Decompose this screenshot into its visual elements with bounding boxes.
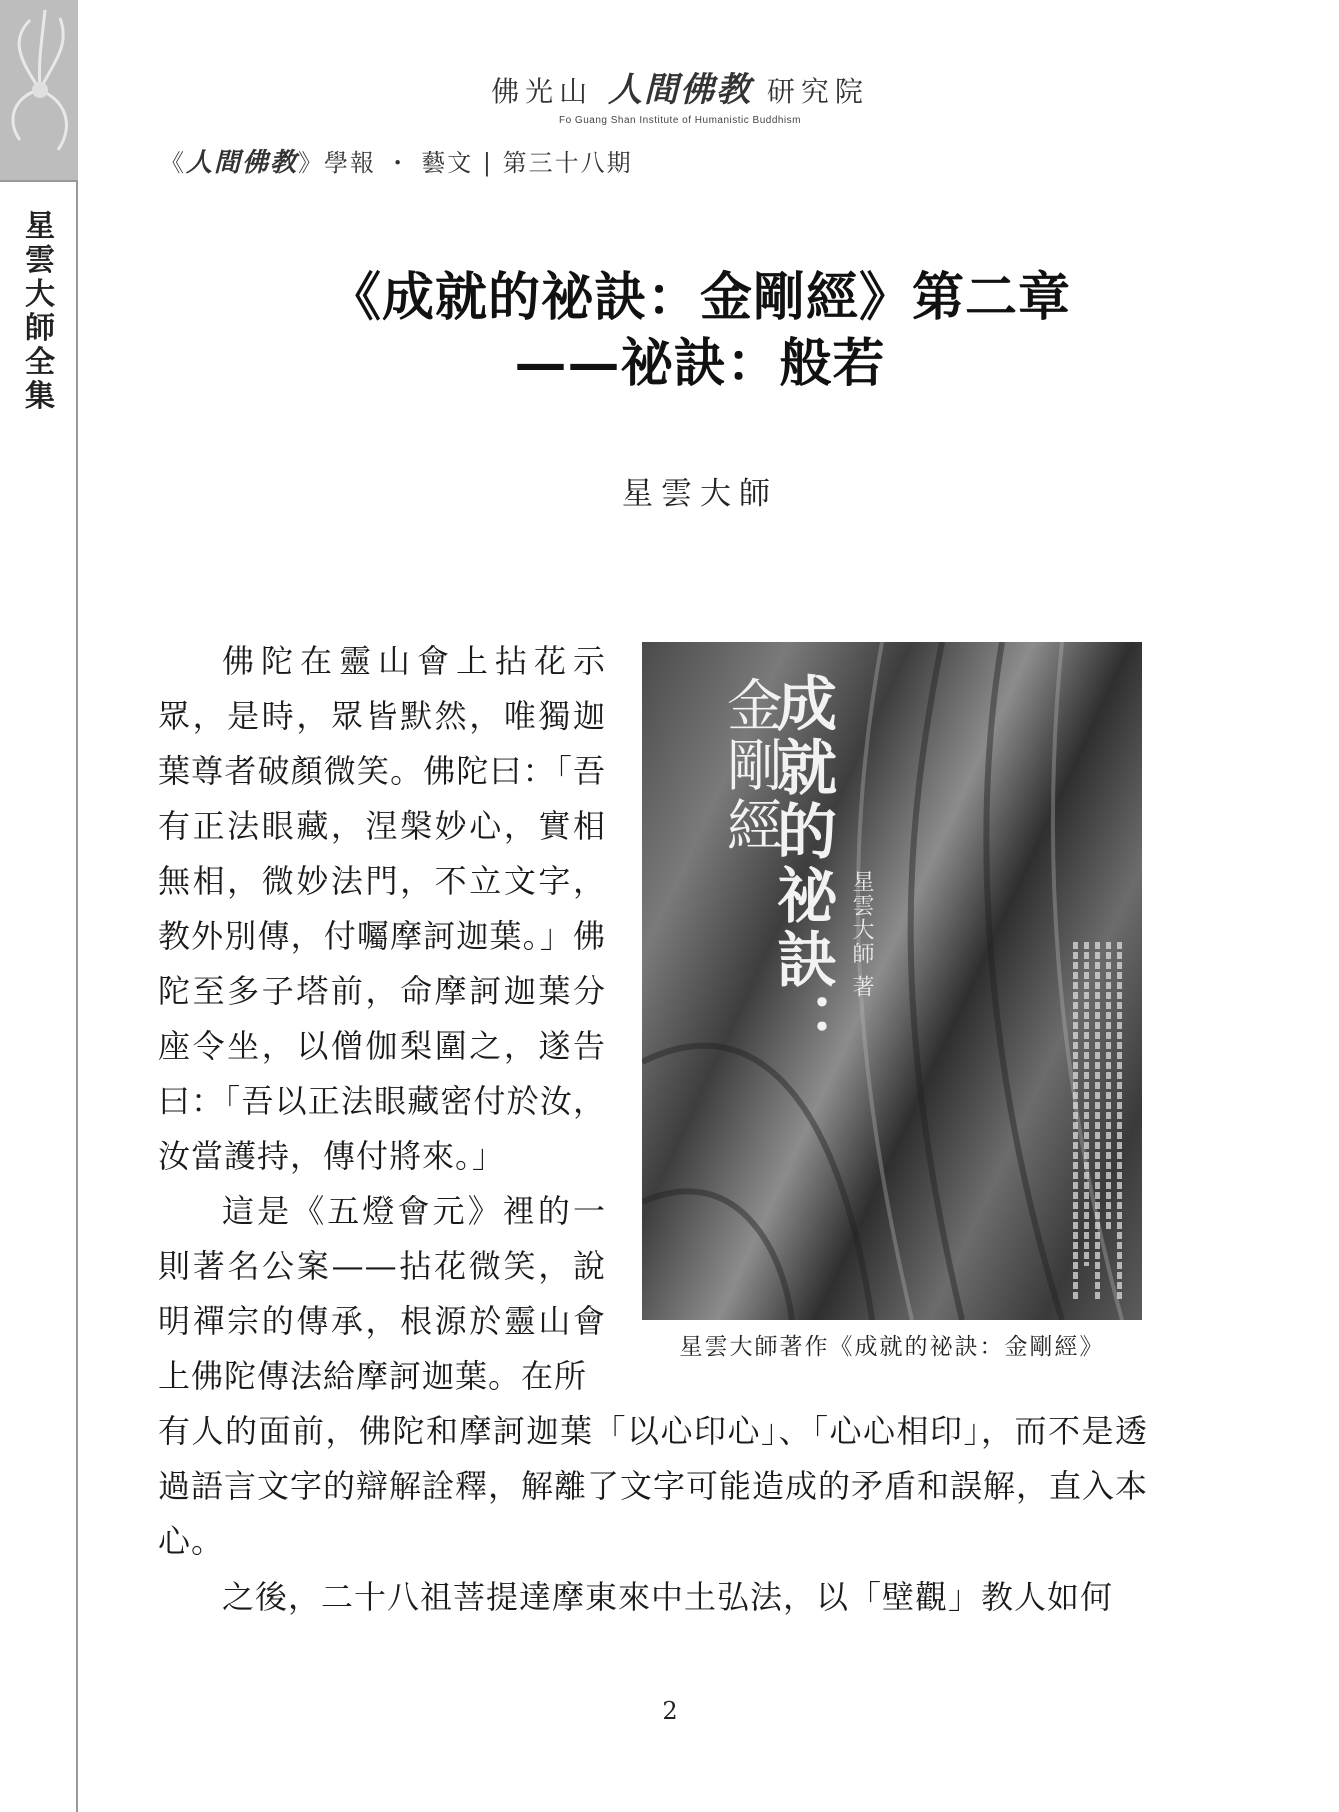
article-author: 星雲大師 bbox=[622, 476, 778, 512]
journal-rest: 》學報 ・ 藝文 | 第三十八期 bbox=[298, 149, 633, 177]
institute-english-name: Fo Guang Shan Institute of Humanistic Buddhism bbox=[558, 115, 801, 126]
cover-blurb-text bbox=[1062, 942, 1122, 1302]
institute-brand: 人間佛教 bbox=[608, 70, 752, 110]
institute-suffix: 研究院 bbox=[766, 75, 869, 108]
paragraph-1: 佛陀在靈山會上拈花示眾，是時，眾皆默然，唯獨迦葉尊者破顏微笑。佛陀曰：「吾有正法眼藏，涅槃妙心，實相無相，微妙法門，不立文字，教外別傳，付囑摩訶迦葉。」佛陀至多子塔前，命摩訶迦葉分座令坐，以僧伽梨圍之，遂告曰：「吾以正法眼藏密付於汝，汝當護持，傳付將來。」 bbox=[158, 642, 606, 1175]
cover-subtitle: 金剛經 bbox=[718, 676, 783, 856]
paragraph-2-continued: 有人的面前，佛陀和摩訶迦葉「以心印心」、「心心相印」，而不是透過語言文字的辯解詮釋，解離了文字可能造成的矛盾和誤解，直入本心。 bbox=[158, 1412, 1149, 1560]
institute-header bbox=[400, 62, 960, 126]
page-number: 2 bbox=[662, 1697, 678, 1725]
margin-rule bbox=[76, 180, 78, 1812]
book-cover-image bbox=[642, 642, 1142, 1320]
figure-caption: 星雲大師著作《成就的祕訣：金剛經》 bbox=[679, 1334, 1105, 1360]
journal-header bbox=[160, 142, 633, 179]
cover-author: 星雲大師 著 bbox=[849, 870, 874, 999]
institute-name bbox=[400, 62, 960, 111]
institute-prefix: 佛光山 bbox=[491, 75, 594, 108]
series-title: 星雲大師全集 bbox=[25, 209, 55, 414]
cover-title: 成就的祕訣： bbox=[767, 672, 837, 1056]
title-line-1: 《成就的祕訣：金剛經》第二章 bbox=[328, 267, 1071, 328]
side-margin bbox=[0, 0, 78, 1812]
lotus-emblem bbox=[0, 0, 78, 180]
side-divider bbox=[0, 180, 78, 182]
paragraph-2: 這是《五燈會元》裡的一則著名公案——拈花微笑，說明禪宗的傳承，根源於靈山會上佛陀傳法給摩訶迦葉。在所 bbox=[158, 1192, 606, 1395]
journal-open-bracket: 《 bbox=[160, 149, 186, 177]
journal-brand: 人間佛教 bbox=[186, 148, 299, 178]
title-line-2: ——祕訣：般若 bbox=[514, 333, 886, 394]
paragraph-3: 之後，二十八祖菩提達摩東來中土弘法，以「壁觀」教人如何 bbox=[222, 1578, 1114, 1616]
article-title bbox=[140, 265, 1260, 397]
lotus-icon bbox=[0, 0, 78, 180]
